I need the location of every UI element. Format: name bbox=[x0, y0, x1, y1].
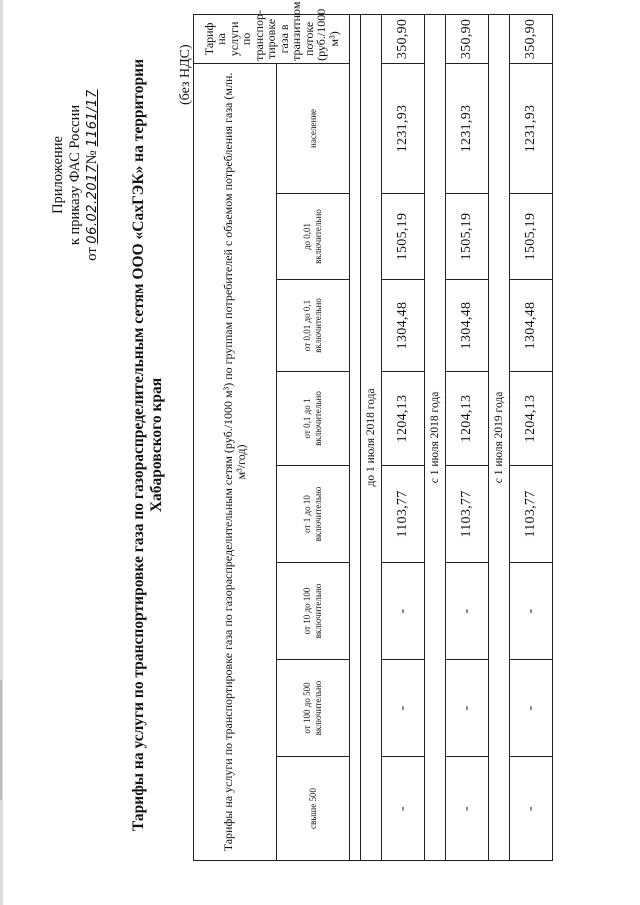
period-row-label: до 1 июля 2018 года bbox=[361, 14, 382, 860]
value-cell: 1204,13 bbox=[382, 372, 425, 466]
appendix-order-ref: к приказу ФАС России bbox=[67, 104, 83, 246]
col-header-100-500: от 100 до 500 включительно bbox=[277, 660, 350, 757]
vat-note: (без НДС) bbox=[178, 44, 193, 105]
title-line-1: Тарифы на услуги по транспортировке газа по газораспределительным сетям ООО «СахГЭК» на территории bbox=[130, 58, 147, 832]
value-cell: 1204,13 bbox=[510, 372, 553, 466]
value-cell: 1231,93 bbox=[510, 63, 553, 193]
value-cell: 1231,93 bbox=[446, 63, 489, 193]
value-cell: 1103,77 bbox=[510, 466, 553, 563]
value-cell: 350,90 bbox=[510, 14, 553, 63]
col-header-1-10: от 1 до 10 включительно bbox=[277, 466, 350, 563]
transit-header-text: Тариф на услуги по транспор-тировке газа в транзитном потоке (руб./1000 м³) bbox=[201, 1, 341, 61]
value-cell: 350,90 bbox=[382, 14, 425, 63]
value-cell: - bbox=[510, 757, 553, 861]
table-row bbox=[446, 14, 489, 860]
table-row bbox=[510, 14, 553, 860]
spacer-row bbox=[350, 14, 361, 860]
value-cell: 1304,48 bbox=[446, 280, 489, 372]
value-cell: - bbox=[382, 563, 425, 660]
col-header-0-01-0-1: от 0,01 до 0,1 включительно bbox=[277, 280, 350, 372]
value-cell: - bbox=[382, 757, 425, 861]
value-cell: 1103,77 bbox=[382, 466, 425, 563]
appendix-order-line bbox=[84, 35, 101, 315]
period-row-label: с 1 июля 2019 года bbox=[489, 14, 510, 860]
order-number-handwritten: 1161/17 bbox=[85, 89, 100, 147]
value-cell: - bbox=[510, 563, 553, 660]
appendix-label: Приложение bbox=[50, 136, 66, 214]
transit-header-cell bbox=[194, 1, 350, 63]
order-number-prefix: № bbox=[84, 150, 100, 165]
value-cell: 1231,93 bbox=[382, 63, 425, 193]
value-cell: 1304,48 bbox=[382, 280, 425, 372]
value-cell: - bbox=[446, 757, 489, 861]
tariff-table bbox=[193, 1, 553, 861]
appendix-block bbox=[50, 35, 101, 315]
order-prefix: от bbox=[84, 247, 100, 261]
col-header-over-500: свыше 500 bbox=[277, 757, 350, 861]
value-cell: 1505,19 bbox=[510, 194, 553, 280]
period-row-label: с 1 июля 2018 года bbox=[425, 14, 446, 860]
value-cell: 350,90 bbox=[446, 14, 489, 63]
col-header-0-1-1: от 0,1 до 1 включительно bbox=[277, 372, 350, 466]
col-header-population: население bbox=[277, 63, 350, 193]
value-cell: - bbox=[382, 660, 425, 757]
title-line-2: Хабаровского края bbox=[148, 377, 165, 513]
value-cell: 1103,77 bbox=[446, 466, 489, 563]
value-cell: 1505,19 bbox=[382, 194, 425, 280]
document-title bbox=[130, 15, 166, 875]
order-date-handwritten: 06.02.2017 bbox=[85, 164, 100, 244]
value-cell: 1204,13 bbox=[446, 372, 489, 466]
value-cell: 1304,48 bbox=[510, 280, 553, 372]
group-header-cell bbox=[194, 63, 277, 860]
value-cell: - bbox=[446, 660, 489, 757]
value-cell: - bbox=[510, 660, 553, 757]
group-header-text: Тарифы на услуги по транспортировке газа по газораспределительным сетям (руб./1000 м³) по группам потребителей с объемом потребления газа (млн. м³/год) bbox=[221, 72, 248, 852]
col-header-up-to-0-01: до 0,01 включительно bbox=[277, 194, 350, 280]
table-row bbox=[382, 14, 425, 860]
value-cell: 1505,19 bbox=[446, 194, 489, 280]
col-header-10-100: от 10 до 100 включительно bbox=[277, 563, 350, 660]
value-cell: - bbox=[446, 563, 489, 660]
